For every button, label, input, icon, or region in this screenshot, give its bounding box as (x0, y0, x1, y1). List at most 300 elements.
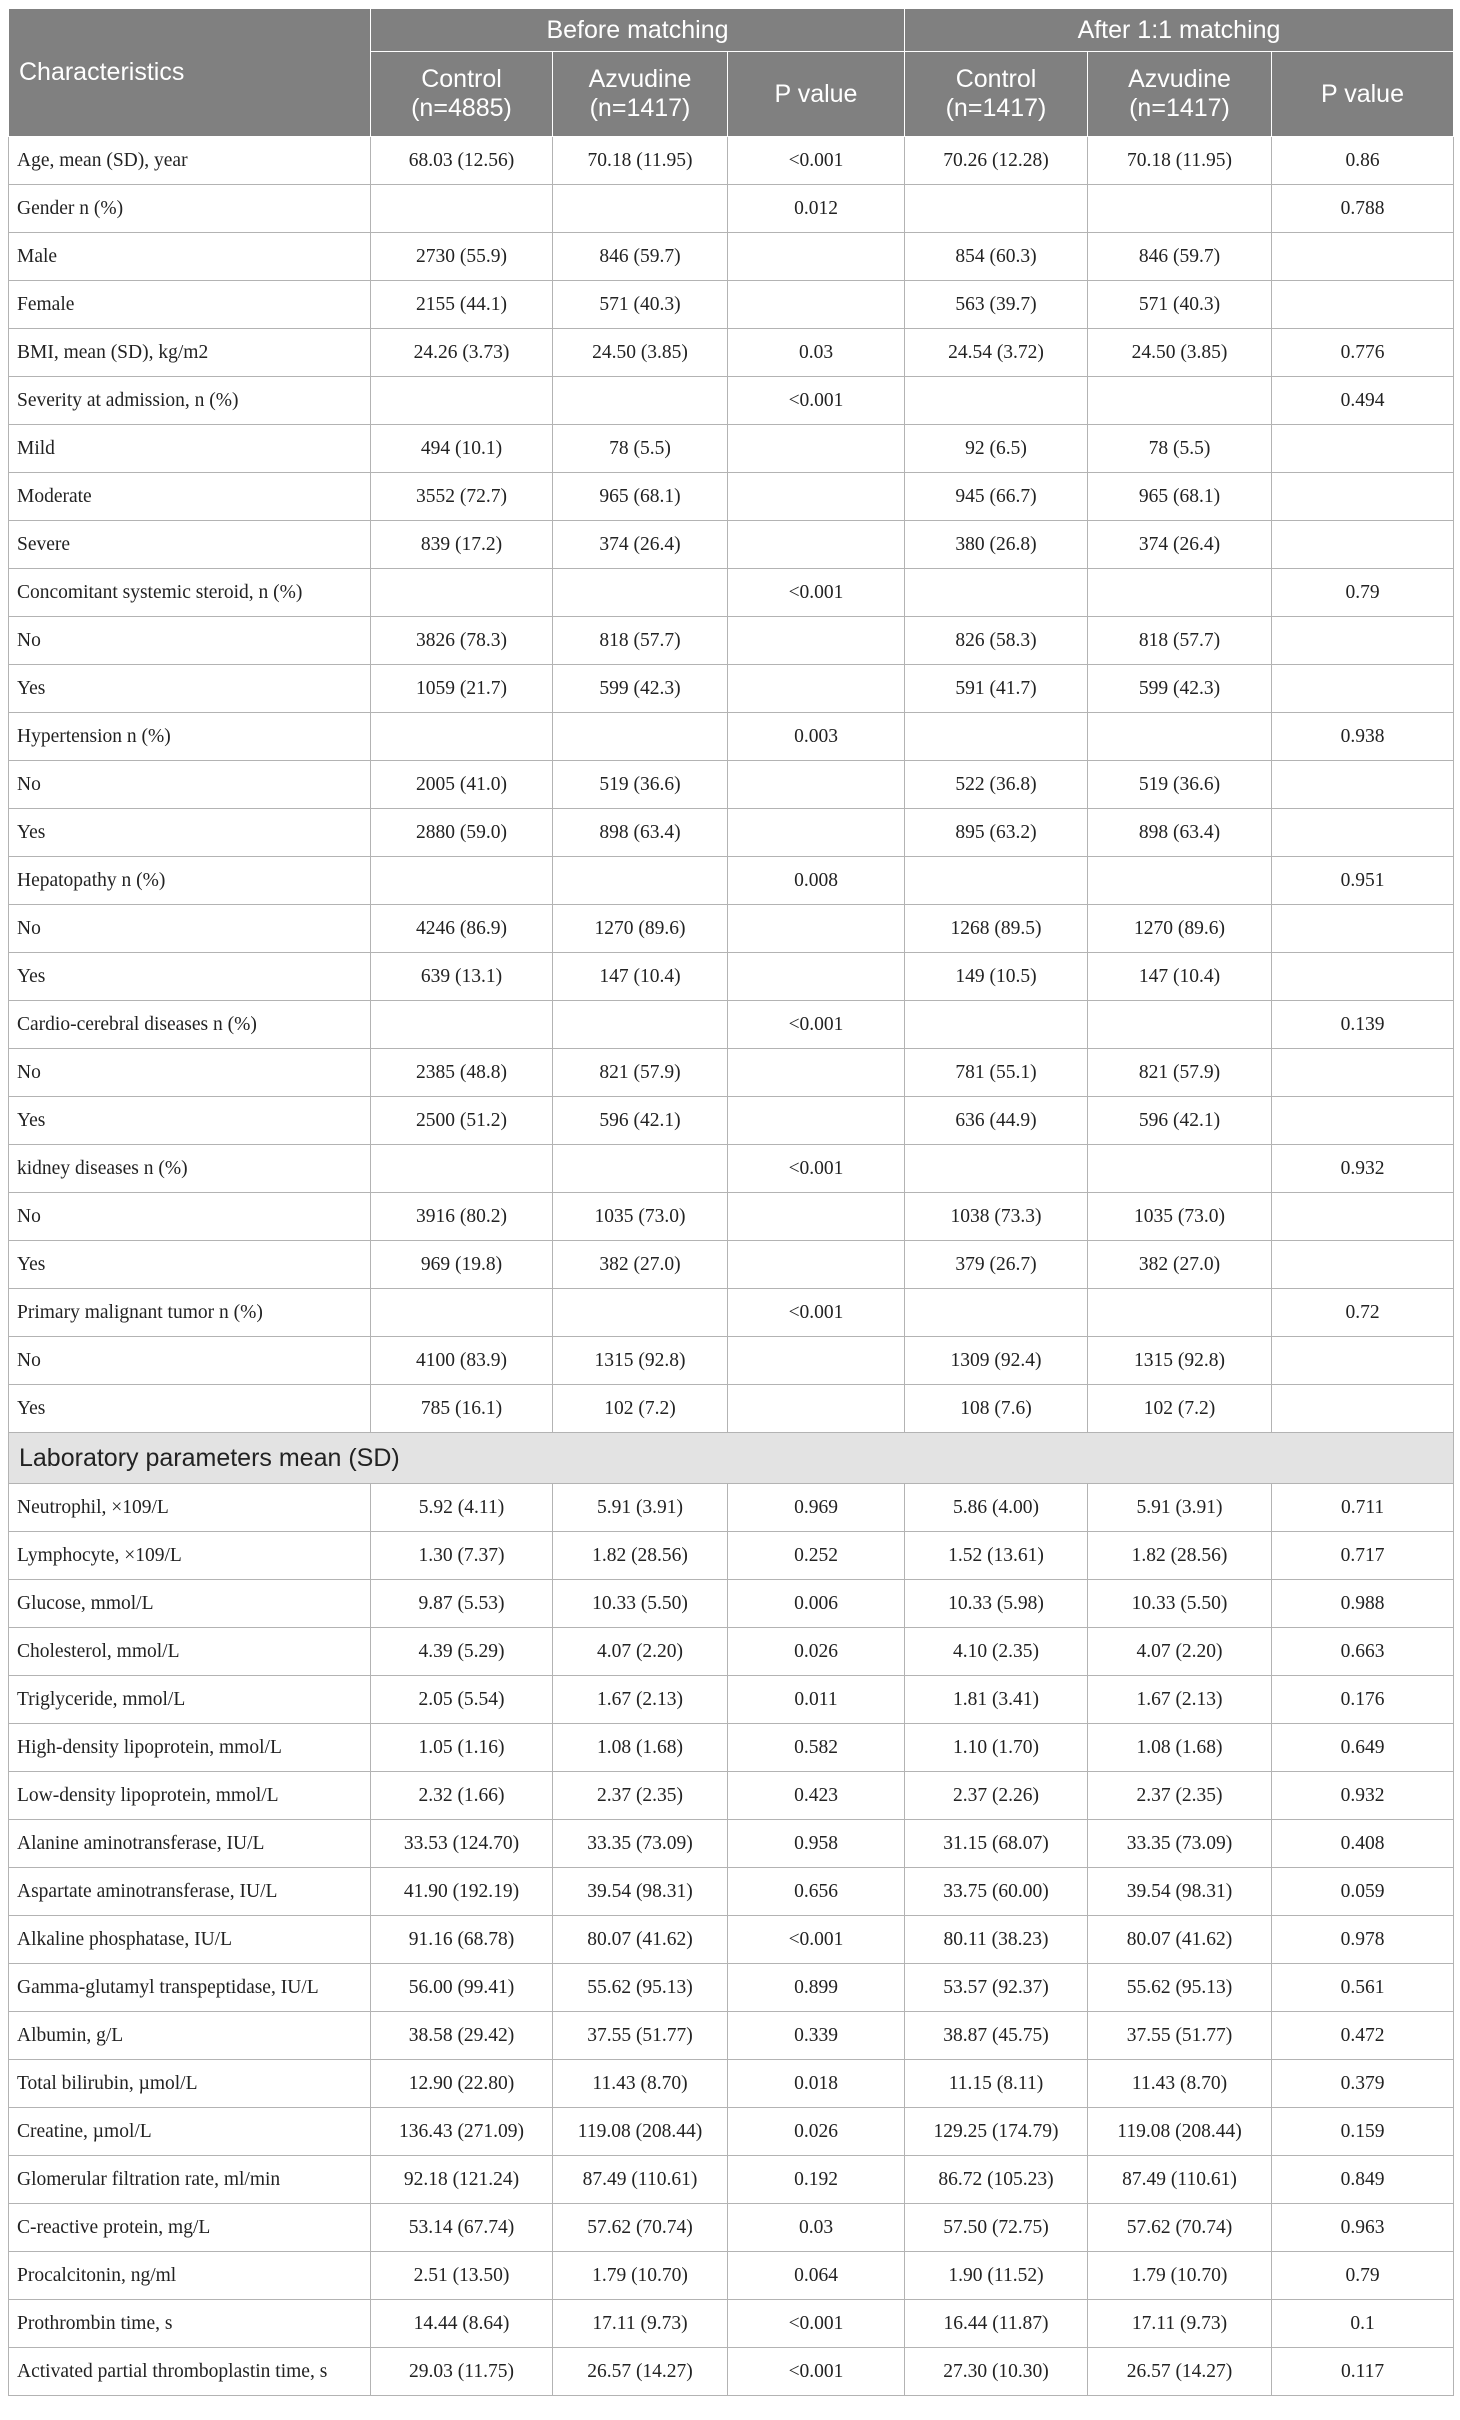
before-control-cell: 5.92 (4.11) (371, 1484, 553, 1532)
row-label: Lymphocyte, ×109/L (9, 1532, 371, 1580)
before-control-cell: 24.26 (3.73) (371, 329, 553, 377)
column-count: (n=4885) (411, 94, 512, 122)
before-azvudine-cell: 1035 (73.0) (553, 1193, 728, 1241)
after-azvudine-cell: 965 (68.1) (1088, 473, 1272, 521)
after-p-value-cell: 0.788 (1272, 185, 1454, 233)
before-control-cell: 785 (16.1) (371, 1385, 553, 1433)
table-row (9, 1337, 1454, 1385)
section-label: Laboratory parameters mean (SD) (9, 1433, 1454, 1484)
before-p-value-cell: 0.03 (728, 329, 905, 377)
after-control-cell: 379 (26.7) (905, 1241, 1088, 1289)
after-control-cell (905, 569, 1088, 617)
after-p-value-cell: 0.139 (1272, 1001, 1454, 1049)
after-control-cell: 16.44 (11.87) (905, 2300, 1088, 2348)
after-p-value-cell: 0.988 (1272, 1580, 1454, 1628)
column-name: P value (774, 79, 858, 108)
after-azvudine-cell: 599 (42.3) (1088, 665, 1272, 713)
after-azvudine-cell (1088, 857, 1272, 905)
after-azvudine-cell (1088, 1001, 1272, 1049)
table-row (9, 1820, 1454, 1868)
after-control-cell: 636 (44.9) (905, 1097, 1088, 1145)
after-azvudine-cell: 1.08 (1.68) (1088, 1724, 1272, 1772)
table-row (9, 2156, 1454, 2204)
before-p-value-cell: 0.958 (728, 1820, 905, 1868)
table-row (9, 233, 1454, 281)
after-p-value-cell: 0.932 (1272, 1145, 1454, 1193)
after-azvudine-cell: 898 (63.4) (1088, 809, 1272, 857)
before-p-value-cell (728, 665, 905, 713)
before-p-value-cell (728, 281, 905, 329)
before-azvudine-cell: 5.91 (3.91) (553, 1484, 728, 1532)
table-row (9, 2348, 1454, 2396)
row-label: Low-density lipoprotein, mmol/L (9, 1772, 371, 1820)
row-label: Glomerular filtration rate, ml/min (9, 2156, 371, 2204)
after-azvudine-cell (1088, 1289, 1272, 1337)
after-p-value-cell (1272, 953, 1454, 1001)
section-row-laboratory (9, 1433, 1454, 1484)
after-p-value-cell: 0.379 (1272, 2060, 1454, 2108)
table-row (9, 1916, 1454, 1964)
before-azvudine-cell: 70.18 (11.95) (553, 137, 728, 185)
column-name: Control (955, 65, 1037, 93)
after-p-value-cell: 0.494 (1272, 377, 1454, 425)
table-row (9, 617, 1454, 665)
before-p-value-cell (728, 809, 905, 857)
before-control-cell: 1.30 (7.37) (371, 1532, 553, 1580)
row-label: Concomitant systemic steroid, n (%) (9, 569, 371, 617)
after-p-value-cell: 0.663 (1272, 1628, 1454, 1676)
before-control-cell (371, 857, 553, 905)
after-azvudine-cell: 382 (27.0) (1088, 1241, 1272, 1289)
before-azvudine-cell: 10.33 (5.50) (553, 1580, 728, 1628)
before-p-value-cell: 0.006 (728, 1580, 905, 1628)
before-p-value-cell: <0.001 (728, 1145, 905, 1193)
before-p-value-cell: 0.012 (728, 185, 905, 233)
header-before-p-value (728, 52, 905, 137)
after-azvudine-cell: 821 (57.9) (1088, 1049, 1272, 1097)
after-p-value-cell: 0.86 (1272, 137, 1454, 185)
before-azvudine-cell: 382 (27.0) (553, 1241, 728, 1289)
table-row (9, 473, 1454, 521)
before-p-value-cell: <0.001 (728, 377, 905, 425)
row-label: Triglyceride, mmol/L (9, 1676, 371, 1724)
before-azvudine-cell: 1.08 (1.68) (553, 1724, 728, 1772)
header-after-azvudine (1088, 52, 1272, 137)
table-row (9, 2252, 1454, 2300)
before-azvudine-cell (553, 713, 728, 761)
row-label: Yes (9, 1241, 371, 1289)
table-row (9, 809, 1454, 857)
before-p-value-cell: 0.339 (728, 2012, 905, 2060)
table-row (9, 1580, 1454, 1628)
row-label: High-density lipoprotein, mmol/L (9, 1724, 371, 1772)
after-control-cell (905, 713, 1088, 761)
after-p-value-cell: 0.932 (1272, 1772, 1454, 1820)
before-control-cell (371, 1001, 553, 1049)
after-azvudine-cell: 818 (57.7) (1088, 617, 1272, 665)
after-azvudine-cell: 78 (5.5) (1088, 425, 1272, 473)
before-azvudine-cell: 78 (5.5) (553, 425, 728, 473)
header-after-control (905, 52, 1088, 137)
row-label: Prothrombin time, s (9, 2300, 371, 2348)
after-control-cell: 57.50 (72.75) (905, 2204, 1088, 2252)
before-control-cell: 53.14 (67.74) (371, 2204, 553, 2252)
before-control-cell: 2730 (55.9) (371, 233, 553, 281)
after-control-cell: 38.87 (45.75) (905, 2012, 1088, 2060)
before-p-value-cell: <0.001 (728, 1916, 905, 1964)
table-row (9, 1241, 1454, 1289)
after-azvudine-cell: 55.62 (95.13) (1088, 1964, 1272, 2012)
after-control-cell: 11.15 (8.11) (905, 2060, 1088, 2108)
before-p-value-cell (728, 905, 905, 953)
after-azvudine-cell: 519 (36.6) (1088, 761, 1272, 809)
column-name: Azvudine (1128, 65, 1231, 93)
header-before-azvudine (553, 52, 728, 137)
after-control-cell: 53.57 (92.37) (905, 1964, 1088, 2012)
table-row (9, 1532, 1454, 1580)
row-label: Primary malignant tumor n (%) (9, 1289, 371, 1337)
after-control-cell: 31.15 (68.07) (905, 1820, 1088, 1868)
table-row (9, 665, 1454, 713)
row-label: Neutrophil, ×109/L (9, 1484, 371, 1532)
after-control-cell: 826 (58.3) (905, 617, 1088, 665)
after-azvudine-cell: 1315 (92.8) (1088, 1337, 1272, 1385)
after-p-value-cell (1272, 1049, 1454, 1097)
before-p-value-cell: <0.001 (728, 1289, 905, 1337)
before-azvudine-cell: 965 (68.1) (553, 473, 728, 521)
before-p-value-cell (728, 1337, 905, 1385)
before-p-value-cell: <0.001 (728, 1001, 905, 1049)
after-p-value-cell (1272, 809, 1454, 857)
table-row (9, 1145, 1454, 1193)
table-row (9, 761, 1454, 809)
after-azvudine-cell: 2.37 (2.35) (1088, 1772, 1272, 1820)
after-azvudine-cell: 1.67 (2.13) (1088, 1676, 1272, 1724)
before-azvudine-cell: 818 (57.7) (553, 617, 728, 665)
after-control-cell: 1.52 (13.61) (905, 1532, 1088, 1580)
before-azvudine-cell (553, 857, 728, 905)
before-p-value-cell (728, 761, 905, 809)
after-p-value-cell: 0.978 (1272, 1916, 1454, 1964)
header-after-p-value (1272, 52, 1454, 137)
table-row (9, 185, 1454, 233)
after-control-cell: 108 (7.6) (905, 1385, 1088, 1433)
before-p-value-cell (728, 521, 905, 569)
before-p-value-cell: 0.656 (728, 1868, 905, 1916)
row-label: Hypertension n (%) (9, 713, 371, 761)
after-control-cell: 522 (36.8) (905, 761, 1088, 809)
before-control-cell: 33.53 (124.70) (371, 1820, 553, 1868)
before-control-cell: 2.05 (5.54) (371, 1676, 553, 1724)
before-control-cell: 494 (10.1) (371, 425, 553, 473)
before-azvudine-cell: 147 (10.4) (553, 953, 728, 1001)
table-row (9, 1628, 1454, 1676)
after-azvudine-cell: 1270 (89.6) (1088, 905, 1272, 953)
table-row (9, 329, 1454, 377)
row-label: No (9, 617, 371, 665)
row-label: Creatine, µmol/L (9, 2108, 371, 2156)
after-azvudine-cell: 24.50 (3.85) (1088, 329, 1272, 377)
after-control-cell: 781 (55.1) (905, 1049, 1088, 1097)
table-row (9, 1676, 1454, 1724)
before-p-value-cell: 0.899 (728, 1964, 905, 2012)
row-label: Yes (9, 665, 371, 713)
table-row (9, 1049, 1454, 1097)
row-label: Albumin, g/L (9, 2012, 371, 2060)
before-control-cell (371, 1289, 553, 1337)
after-azvudine-cell: 17.11 (9.73) (1088, 2300, 1272, 2348)
before-control-cell (371, 377, 553, 425)
table-body (9, 137, 1454, 2396)
after-control-cell: 1.90 (11.52) (905, 2252, 1088, 2300)
header-before-control (371, 52, 553, 137)
table-row (9, 377, 1454, 425)
table-row (9, 1289, 1454, 1337)
row-label: Total bilirubin, µmol/L (9, 2060, 371, 2108)
table-row (9, 2108, 1454, 2156)
after-azvudine-cell: 11.43 (8.70) (1088, 2060, 1272, 2108)
before-azvudine-cell: 821 (57.9) (553, 1049, 728, 1097)
table-row (9, 1097, 1454, 1145)
before-control-cell: 56.00 (99.41) (371, 1964, 553, 2012)
before-control-cell: 2385 (48.8) (371, 1049, 553, 1097)
after-control-cell: 1.10 (1.70) (905, 1724, 1088, 1772)
before-p-value-cell: 0.026 (728, 2108, 905, 2156)
before-azvudine-cell: 1.79 (10.70) (553, 2252, 728, 2300)
after-p-value-cell (1272, 761, 1454, 809)
before-p-value-cell: 0.026 (728, 1628, 905, 1676)
table-row (9, 1193, 1454, 1241)
before-control-cell: 4100 (83.9) (371, 1337, 553, 1385)
before-p-value-cell: <0.001 (728, 2348, 905, 2396)
row-label: Mild (9, 425, 371, 473)
row-label: Yes (9, 953, 371, 1001)
table-row (9, 1484, 1454, 1532)
before-control-cell: 1.05 (1.16) (371, 1724, 553, 1772)
before-azvudine-cell: 599 (42.3) (553, 665, 728, 713)
after-p-value-cell (1272, 521, 1454, 569)
before-azvudine-cell: 1315 (92.8) (553, 1337, 728, 1385)
before-p-value-cell: <0.001 (728, 569, 905, 617)
after-azvudine-cell: 37.55 (51.77) (1088, 2012, 1272, 2060)
table-row (9, 137, 1454, 185)
before-azvudine-cell: 57.62 (70.74) (553, 2204, 728, 2252)
before-p-value-cell: 0.423 (728, 1772, 905, 1820)
after-control-cell: 27.30 (10.30) (905, 2348, 1088, 2396)
before-azvudine-cell: 17.11 (9.73) (553, 2300, 728, 2348)
row-label: kidney diseases n (%) (9, 1145, 371, 1193)
after-azvudine-cell: 4.07 (2.20) (1088, 1628, 1272, 1676)
row-label: Age, mean (SD), year (9, 137, 371, 185)
before-azvudine-cell: 519 (36.6) (553, 761, 728, 809)
row-label: No (9, 1337, 371, 1385)
after-azvudine-cell: 26.57 (14.27) (1088, 2348, 1272, 2396)
before-azvudine-cell: 2.37 (2.35) (553, 1772, 728, 1820)
before-p-value-cell (728, 1385, 905, 1433)
column-name: P value (1321, 79, 1404, 108)
after-p-value-cell: 0.849 (1272, 2156, 1454, 2204)
after-azvudine-cell: 5.91 (3.91) (1088, 1484, 1272, 1532)
after-p-value-cell (1272, 1241, 1454, 1289)
after-azvudine-cell: 846 (59.7) (1088, 233, 1272, 281)
before-p-value-cell (728, 617, 905, 665)
after-azvudine-cell: 102 (7.2) (1088, 1385, 1272, 1433)
column-count: (n=1417) (945, 94, 1047, 122)
row-label: No (9, 905, 371, 953)
before-p-value-cell (728, 953, 905, 1001)
before-p-value-cell: 0.192 (728, 2156, 905, 2204)
column-name: Control (421, 65, 502, 93)
row-label: Procalcitonin, ng/ml (9, 2252, 371, 2300)
before-control-cell: 9.87 (5.53) (371, 1580, 553, 1628)
row-label: Gender n (%) (9, 185, 371, 233)
before-p-value-cell (728, 425, 905, 473)
before-azvudine-cell: 33.35 (73.09) (553, 1820, 728, 1868)
before-azvudine-cell: 1.67 (2.13) (553, 1676, 728, 1724)
after-azvudine-cell: 571 (40.3) (1088, 281, 1272, 329)
characteristics-table (8, 8, 1454, 2396)
before-p-value-cell: 0.011 (728, 1676, 905, 1724)
after-control-cell: 945 (66.7) (905, 473, 1088, 521)
after-azvudine-cell (1088, 1145, 1272, 1193)
before-azvudine-cell: 4.07 (2.20) (553, 1628, 728, 1676)
after-control-cell (905, 857, 1088, 905)
after-control-cell: 33.75 (60.00) (905, 1868, 1088, 1916)
after-azvudine-cell (1088, 185, 1272, 233)
after-azvudine-cell: 1.82 (28.56) (1088, 1532, 1272, 1580)
table-row (9, 1385, 1454, 1433)
before-p-value-cell: 0.252 (728, 1532, 905, 1580)
after-control-cell: 1038 (73.3) (905, 1193, 1088, 1241)
after-control-cell (905, 185, 1088, 233)
row-label: Cardio-cerebral diseases n (%) (9, 1001, 371, 1049)
before-control-cell: 12.90 (22.80) (371, 2060, 553, 2108)
table-row (9, 281, 1454, 329)
before-azvudine-cell: 80.07 (41.62) (553, 1916, 728, 1964)
before-control-cell (371, 713, 553, 761)
row-label: No (9, 761, 371, 809)
before-p-value-cell (728, 1241, 905, 1289)
before-azvudine-cell: 119.08 (208.44) (553, 2108, 728, 2156)
header-row-groups (9, 9, 1454, 52)
after-control-cell: 5.86 (4.00) (905, 1484, 1088, 1532)
after-azvudine-cell: 33.35 (73.09) (1088, 1820, 1272, 1868)
before-azvudine-cell: 37.55 (51.77) (553, 2012, 728, 2060)
before-azvudine-cell: 1.82 (28.56) (553, 1532, 728, 1580)
before-azvudine-cell (553, 377, 728, 425)
before-p-value-cell (728, 473, 905, 521)
after-control-cell: 895 (63.2) (905, 809, 1088, 857)
before-azvudine-cell (553, 1001, 728, 1049)
before-p-value-cell: 0.064 (728, 2252, 905, 2300)
before-p-value-cell: <0.001 (728, 2300, 905, 2348)
before-p-value-cell: 0.969 (728, 1484, 905, 1532)
before-azvudine-cell (553, 185, 728, 233)
column-count: (n=1417) (589, 94, 691, 122)
table-row (9, 2300, 1454, 2348)
row-label: Alkaline phosphatase, IU/L (9, 1916, 371, 1964)
after-azvudine-cell: 147 (10.4) (1088, 953, 1272, 1001)
before-control-cell: 136.43 (271.09) (371, 2108, 553, 2156)
after-azvudine-cell: 10.33 (5.50) (1088, 1580, 1272, 1628)
before-control-cell: 639 (13.1) (371, 953, 553, 1001)
after-p-value-cell: 0.159 (1272, 2108, 1454, 2156)
table-row (9, 2060, 1454, 2108)
after-azvudine-cell: 374 (26.4) (1088, 521, 1272, 569)
before-azvudine-cell: 26.57 (14.27) (553, 2348, 728, 2396)
after-control-cell: 4.10 (2.35) (905, 1628, 1088, 1676)
before-control-cell: 68.03 (12.56) (371, 137, 553, 185)
row-label: Yes (9, 1385, 371, 1433)
row-label: Female (9, 281, 371, 329)
before-azvudine-cell: 102 (7.2) (553, 1385, 728, 1433)
after-p-value-cell: 0.711 (1272, 1484, 1454, 1532)
after-control-cell: 10.33 (5.98) (905, 1580, 1088, 1628)
before-p-value-cell: <0.001 (728, 137, 905, 185)
before-p-value-cell (728, 1193, 905, 1241)
row-label: Male (9, 233, 371, 281)
after-p-value-cell (1272, 617, 1454, 665)
after-p-value-cell (1272, 1097, 1454, 1145)
after-control-cell: 591 (41.7) (905, 665, 1088, 713)
table-row (9, 521, 1454, 569)
before-p-value-cell (728, 233, 905, 281)
after-control-cell: 129.25 (174.79) (905, 2108, 1088, 2156)
row-label: Glucose, mmol/L (9, 1580, 371, 1628)
before-control-cell: 2880 (59.0) (371, 809, 553, 857)
before-control-cell: 2.51 (13.50) (371, 2252, 553, 2300)
header-before-matching: Before matching (371, 9, 905, 52)
before-control-cell: 2500 (51.2) (371, 1097, 553, 1145)
row-label: Yes (9, 1097, 371, 1145)
after-control-cell: 1309 (92.4) (905, 1337, 1088, 1385)
after-p-value-cell: 0.176 (1272, 1676, 1454, 1724)
before-control-cell: 29.03 (11.75) (371, 2348, 553, 2396)
before-azvudine-cell: 596 (42.1) (553, 1097, 728, 1145)
table-row (9, 1001, 1454, 1049)
before-control-cell: 41.90 (192.19) (371, 1868, 553, 1916)
header-characteristics: Characteristics (9, 9, 371, 137)
before-azvudine-cell: 11.43 (8.70) (553, 2060, 728, 2108)
after-control-cell (905, 1001, 1088, 1049)
after-p-value-cell: 0.117 (1272, 2348, 1454, 2396)
before-control-cell: 14.44 (8.64) (371, 2300, 553, 2348)
row-label: Gamma-glutamyl transpeptidase, IU/L (9, 1964, 371, 2012)
after-control-cell: 380 (26.8) (905, 521, 1088, 569)
before-azvudine-cell (553, 1289, 728, 1337)
before-control-cell: 2005 (41.0) (371, 761, 553, 809)
header-after-matching: After 1:1 matching (905, 9, 1454, 52)
after-p-value-cell: 0.79 (1272, 569, 1454, 617)
before-azvudine-cell: 571 (40.3) (553, 281, 728, 329)
row-label: Cholesterol, mmol/L (9, 1628, 371, 1676)
before-control-cell (371, 185, 553, 233)
row-label: C-reactive protein, mg/L (9, 2204, 371, 2252)
table-row (9, 1772, 1454, 1820)
table-row (9, 2012, 1454, 2060)
after-control-cell: 2.37 (2.26) (905, 1772, 1088, 1820)
after-control-cell: 563 (39.7) (905, 281, 1088, 329)
after-azvudine-cell: 1035 (73.0) (1088, 1193, 1272, 1241)
row-label: No (9, 1193, 371, 1241)
before-azvudine-cell: 898 (63.4) (553, 809, 728, 857)
after-control-cell: 24.54 (3.72) (905, 329, 1088, 377)
before-control-cell (371, 569, 553, 617)
before-p-value-cell: 0.582 (728, 1724, 905, 1772)
after-azvudine-cell (1088, 713, 1272, 761)
after-azvudine-cell: 119.08 (208.44) (1088, 2108, 1272, 2156)
after-p-value-cell (1272, 281, 1454, 329)
